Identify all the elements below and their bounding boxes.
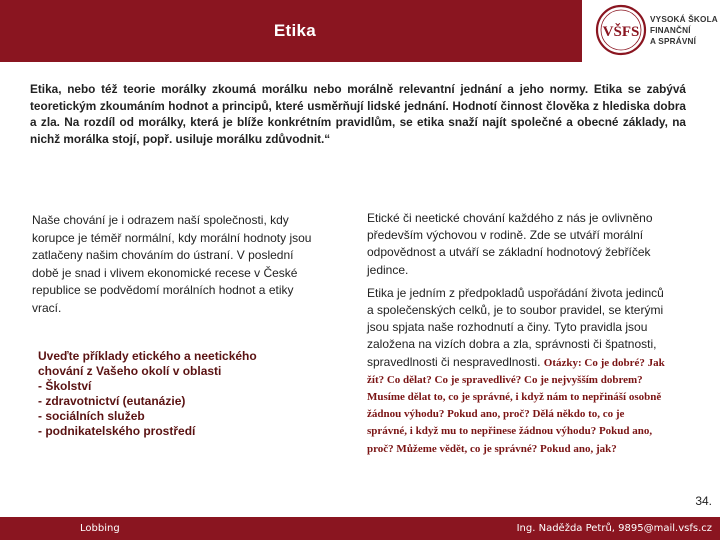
- logo-line-3: A SPRÁVNÍ: [650, 37, 697, 46]
- logo-mark: VŠFS: [602, 24, 640, 40]
- question-line: - zdravotnictví (eutanázie): [38, 394, 186, 408]
- logo-line-1: VYSOKÁ ŠKOLA: [650, 15, 718, 24]
- question-line: - podnikatelského prostředí: [38, 424, 196, 438]
- question-line: chování z Vašeho okolí v oblasti: [38, 364, 222, 378]
- page-number: 34.: [695, 494, 712, 508]
- right-paragraph-2: [367, 285, 667, 457]
- logo-line-2: FINANČNÍ: [650, 26, 691, 35]
- right-paragraph-1: Etické či neetické chování každého z nás je ovlivněno především výchovou v rodině. Zde se utváří morální odpovědnost a utváří se základní hodnotový žebříček jedince.: [367, 211, 653, 277]
- logo-text: [650, 14, 716, 47]
- slide-title: Etika: [273, 21, 317, 40]
- question-line: - sociálních služeb: [38, 409, 145, 423]
- logo: [594, 2, 718, 58]
- footer-topic: Lobbing: [80, 523, 120, 534]
- footer-author: Ing. Naděžda Petrů, 9895@mail.vsfs.cz: [516, 523, 712, 534]
- vsfs-logo-icon: [594, 2, 650, 58]
- right-column: [367, 210, 667, 457]
- intro-paragraph: Etika, nebo též teorie morálky zkoumá morálku nebo morálně relevantní jednání a jeho normy. Etika se zabývá teoretickým zkoumáním hodnot a principů, které usměrňují lidské jednání. Hodnotí činnost člověka z hlediska dobra a zla. Na rozdíl od morálky, která je blíže konkrétním pravidlům, se etika snaží najít společné a obecné základy, na nichž morálka stojí, popř. usiluje morálku zdůvodnit.“: [30, 82, 686, 146]
- question-line: - Školství: [38, 379, 92, 393]
- ethics-questions: Otázky: Co je dobré? Jak žít? Co dělat? Co je spravedlivé? Co je nejvyšším dobrem? Musíme dělat to, co je správné, i když nám to nepřináší osobně žádnou výhodu? Pokud ano, proč? Dělá někdo to, co je správné, i když mu to nepřinese žádnou výhodu? Pokud ano, proč? Můžeme vědět, co je správné? Pokud ano, jak?: [367, 356, 665, 455]
- question-list: [38, 349, 328, 439]
- question-line: Uveďte příklady etického a neetického: [38, 349, 257, 363]
- left-paragraph: Naše chování je i odrazem naší společnosti, kdy korupce je téměř normální, kdy morální hodnoty jsou zatlačeny našim chováním do ústraní. V poslední době je snad i vlivem ekonomické recese v České republice se podvědomí morálních hodnot a etiky vrací.: [32, 213, 312, 315]
- right-paragraph-2-text: Etika je jedním z předpokladů uspořádání života jedinců a společenských celků, je to soubor pravidel, se kterými jsou spjata naše rozhodnutí a činy. Tyto pravidla jsou založena na vizích dobra a zla, správnosti či špatnosti, spravedlnosti či nespravedlnosti.: [367, 285, 664, 369]
